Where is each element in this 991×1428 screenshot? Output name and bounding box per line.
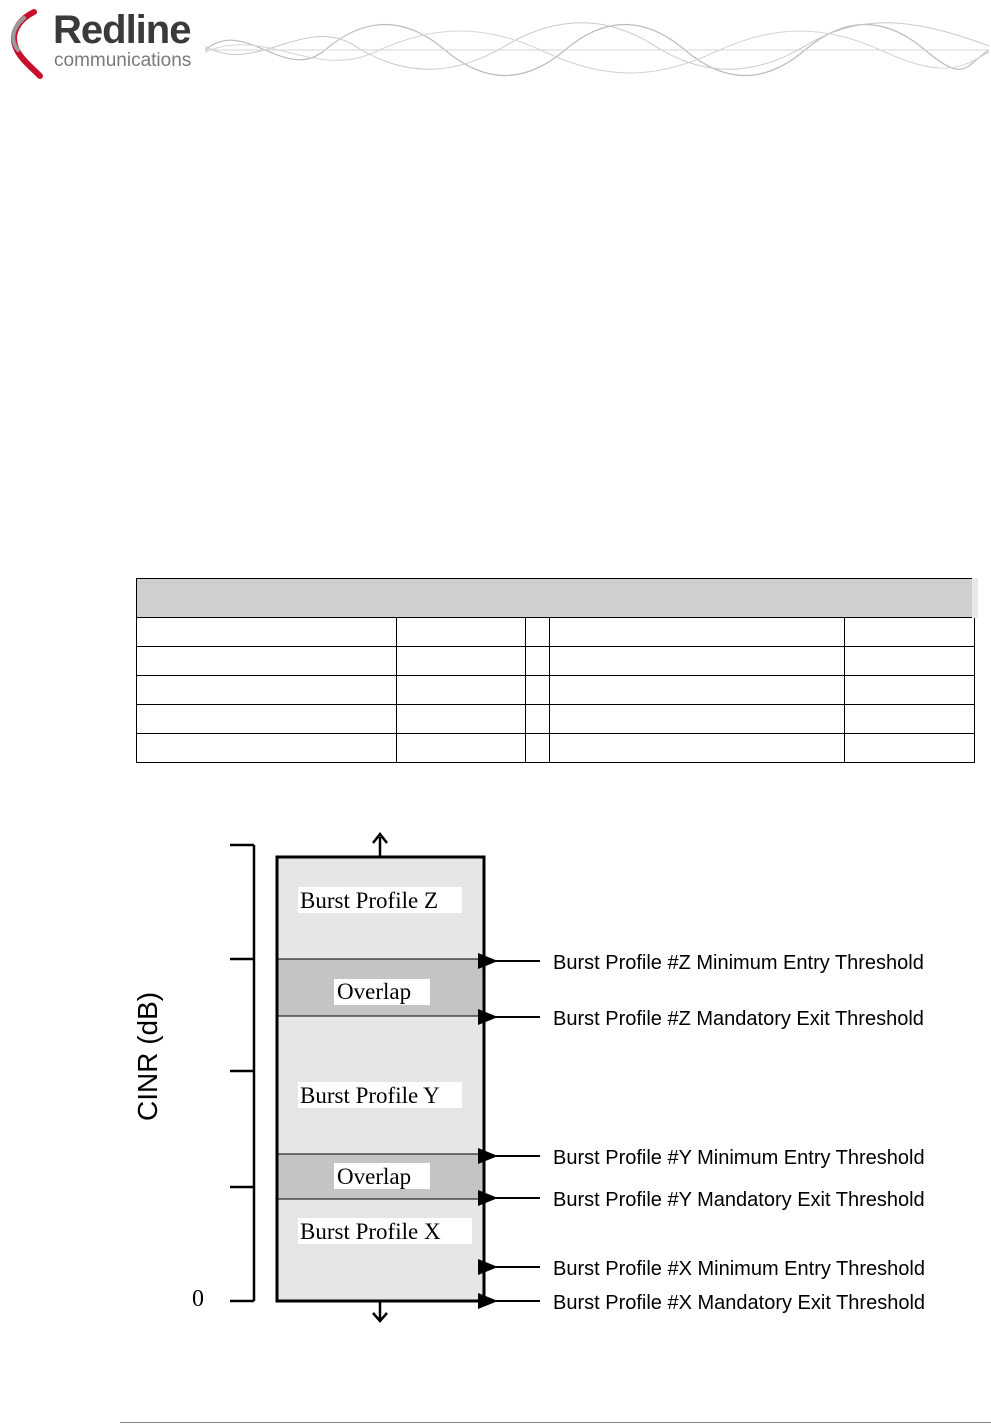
parameter-table — [136, 578, 978, 763]
table-cell — [550, 618, 845, 647]
table-cell — [550, 705, 845, 734]
threshold-y-exit: Burst Profile #Y Mandatory Exit Threshold — [553, 1189, 925, 1211]
table-cell — [397, 734, 526, 763]
table-cell — [397, 618, 526, 647]
table-cell — [137, 705, 397, 734]
table-row — [137, 676, 975, 705]
table-cell — [845, 734, 975, 763]
table-header-cell — [137, 579, 975, 618]
threshold-y-entry: Burst Profile #Y Minimum Entry Threshold — [553, 1147, 925, 1169]
table-cell — [526, 618, 550, 647]
table-cell — [550, 647, 845, 676]
threshold-x-exit: Burst Profile #X Mandatory Exit Threshold — [553, 1292, 926, 1314]
burst-profile-diagram — [120, 825, 991, 1325]
table-header-row — [137, 579, 975, 618]
region-label-overlap-lower: Overlap — [337, 1164, 412, 1189]
cinr-axis-bracket — [230, 845, 254, 1301]
threshold-arrows — [496, 961, 540, 1301]
table-cell — [550, 676, 845, 705]
table-cell — [845, 705, 975, 734]
table-cell — [845, 676, 975, 705]
threshold-z-exit: Burst Profile #Z Mandatory Exit Threshold — [553, 1008, 924, 1030]
table-cell — [137, 647, 397, 676]
table-row — [137, 734, 975, 763]
table-row — [137, 705, 975, 734]
zero-label: 0 — [192, 1286, 204, 1312]
brand-tagline: communications — [54, 50, 192, 71]
table-cell — [845, 618, 975, 647]
table-row — [137, 647, 975, 676]
table-cell — [137, 618, 397, 647]
decorative-waves-icon — [205, 6, 989, 90]
footer-rule — [120, 1422, 991, 1423]
table-cell — [137, 734, 397, 763]
table-cell — [137, 676, 397, 705]
threshold-x-entry: Burst Profile #X Minimum Entry Threshold — [553, 1258, 925, 1280]
region-burst-profile-x — [277, 1199, 484, 1301]
y-axis-label: CINR (dB) — [132, 991, 163, 1121]
redline-logo-icon — [4, 8, 52, 80]
up-arrow-icon — [373, 834, 387, 857]
region-label-y: Burst Profile Y — [300, 1083, 440, 1108]
brand-name: Redline — [53, 8, 191, 52]
table-cell — [397, 705, 526, 734]
region-label-x: Burst Profile X — [300, 1219, 441, 1244]
table-row — [137, 618, 975, 647]
page-header — [0, 0, 991, 92]
table-cell — [526, 734, 550, 763]
table-cell — [526, 647, 550, 676]
table-cell — [845, 647, 975, 676]
region-label-overlap-upper: Overlap — [337, 979, 412, 1004]
table-cell — [397, 676, 526, 705]
table-cell — [526, 705, 550, 734]
region-label-z: Burst Profile Z — [300, 888, 438, 913]
table-cell — [550, 734, 845, 763]
table-cell — [526, 676, 550, 705]
table-cell — [397, 647, 526, 676]
down-arrow-icon — [373, 1301, 387, 1321]
threshold-z-entry: Burst Profile #Z Minimum Entry Threshold — [553, 952, 924, 974]
